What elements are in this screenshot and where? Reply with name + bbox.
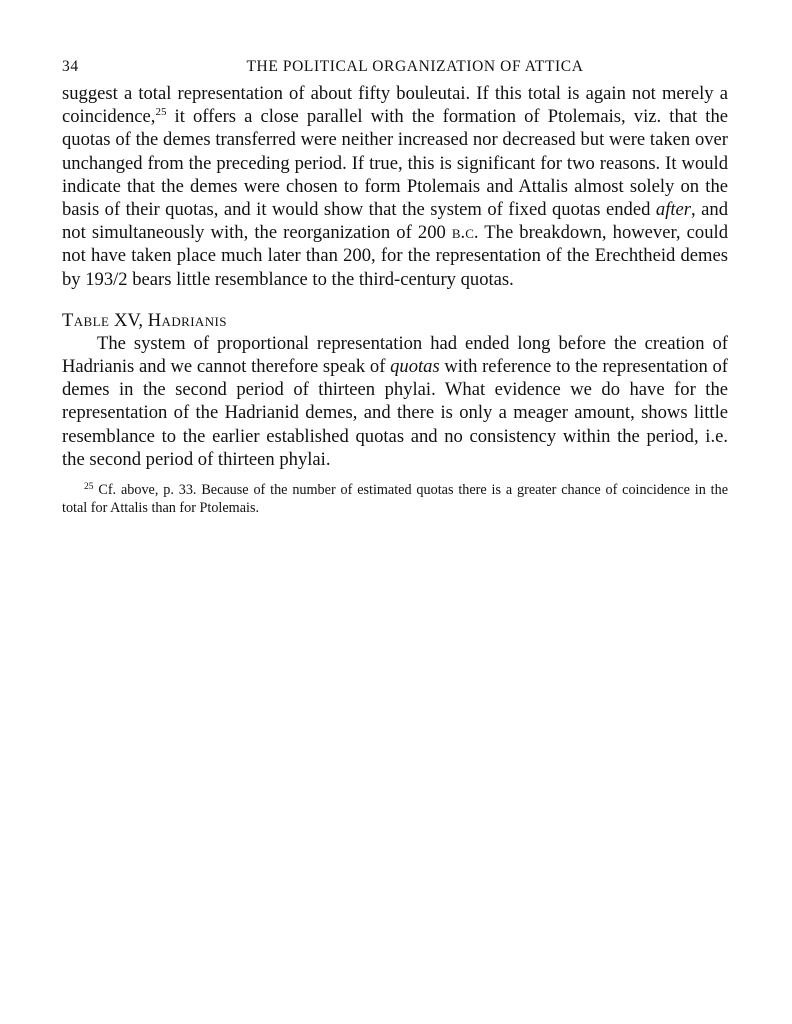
document-page [62,52,728,517]
para1-era-abbrev: b.c. [451,222,479,244]
footnote-mark: 25 [84,482,94,493]
para1-text-6: The breakdown, however, could not have taken place much later than 200, for the representation of the Erechtheid demes by 193/2 bears little resemblance to the third-century quotas. [62,222,728,290]
footnote [62,481,728,517]
running-head [62,52,728,82]
para2-text-3: with reference to the representation of demes in the second period of thirteen phylai. What evidence we do have for the representation of the Hadrianid demes, and there is only a meager amount, shows little resemblance to the earlier established quotas and no consistency within the period, i.e. the second period of thirteen phylai. [62,356,728,470]
footnote-reference: 25 [155,106,167,119]
heading-word-table: Table [62,309,110,331]
heading-word-hadrianis: Hadrianis [147,309,227,331]
para2-italic-quotas: quotas [390,356,440,378]
body-paragraph-2 [62,332,728,471]
para2-text-1: The system of proportional representation had ended long before the creation of Hadrianis and we cannot therefore speak of [62,332,728,378]
page-number: 34 [62,58,79,75]
para1-text-1: suggest a total representation of about fifty bouleutai. If this total is again not merely a coincidence, [62,83,728,128]
footnote-text: Cf. above, p. 33. Because of the number of estimated quotas there is a greater chance of coincidence in the total for Attalis than for Ptolemais. [62,482,728,517]
para1-italic-after: after [655,199,692,221]
running-title: THE POLITICAL ORGANIZATION OF ATTICA [246,58,584,75]
para1-text-4: , and not simultaneously with, the reorganization of 200 [62,199,728,244]
para1-text-2: it offers a close parallel with the formation of Ptolemais, viz. that the quotas of the demes transferred were neither increased nor decreased but were taken over unchanged from the preceding period. If true, this is significant for two reasons. It would indicate that the demes were chosen to form Ptolemais and Attalis almost solely on the basis of their quotas, and it would show that the system of fixed quotas ended [62,106,728,221]
body-paragraph-1 [62,82,728,291]
heading-numeral: XV, [109,309,148,331]
section-heading [62,309,728,332]
